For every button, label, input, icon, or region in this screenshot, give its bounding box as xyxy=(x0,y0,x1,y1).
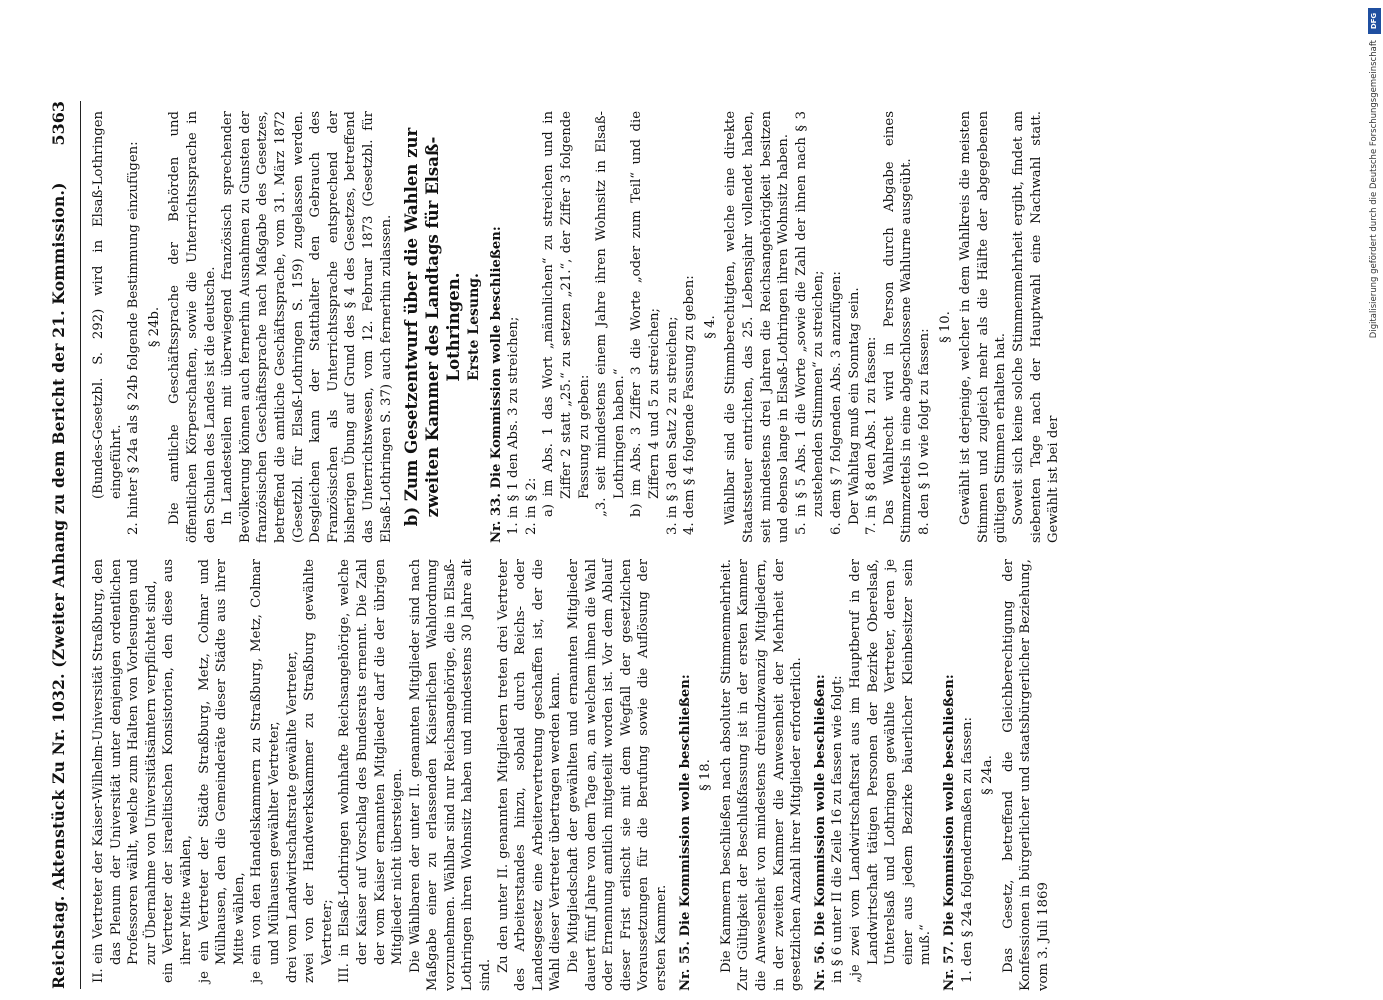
list-item: a) im Abs. 1 das Wort „männlichen“ zu streichen und in Ziffer 2 statt „25.“ zu setzen „21.“, der Ziffer 3 folgende Fassung zu geben: xyxy=(541,111,592,517)
section-sign: § 4. xyxy=(702,315,718,339)
paragraph: ein Vertreter der israelitischen Konsistorien, den diese aus ihrer Mitte wählen, xyxy=(161,559,194,983)
list-item: 7. in § 8 den Abs. 1 zu fassen: xyxy=(864,336,880,535)
dfg-logo-text: DFG xyxy=(1370,12,1378,30)
section-sign: § 24a. xyxy=(980,755,996,795)
right-column xyxy=(90,111,1063,543)
page-number: 5363 xyxy=(49,101,68,146)
paragraph: zwei von der Handwerkskammer zu Straßburg gewählte Vertreter; xyxy=(302,559,335,983)
section-heading: b) Zum Gesetzentwurf über die Wahlen zur zweiten Kammer des Landtags für Elsaß-Lothringen. xyxy=(402,127,464,527)
paragraph: In Landesteilen mit überwiegend französisch sprechender Bevölkerung können auch fernerhin Ausnahmen zu Gunsten der französischen Geschäftssprache nach Maßgabe des Gesetzes, betreffend die amtliche Geschäftssprache, vom 31. März 1872 (Gesetzbl. für Elsaß-Lothringen S. 159) zugelassen werden. Desgleichen kann der Statthalter den Gebrauch des Französischen als Unterrichtssprache entsprechend der bisherigen Übung auf Grund des § 4 des Gesetzes, betreffend das Unterrichtswesen, vom 12. Februar 1873 (Gesetzbl. für Elsaß-Lothringen S. 37) auch fernerhin zulassen. xyxy=(220,111,394,543)
paragraph: je ein Vertreter der Städte Straßburg, Metz, Colmar und Mülhausen, den die Gemeinderäte dieser Städte aus ihrer Mitte wählen, xyxy=(196,559,247,983)
dfg-logo-icon xyxy=(1368,8,1381,34)
paragraph: Die Mitgliedschaft der gewählten und ernannten Mitglieder dauert fünf Jahre von dem Tage an, an welchem ihnen die Wahl oder Ernennung amtlich mitgeteilt worden ist. Vor dem Ablauf dieser Frist erlischt sie mit dem Wegfall der gesetzlichen Voraussetzungen für die Berufung sowie die Auflösung der ersten Kammer. xyxy=(566,559,669,991)
list-item: „3. seit mindestens einem Jahre ihren Wohnsitz in Elsaß-Lothringen haben.“ xyxy=(594,111,627,517)
section-sign: § 10. xyxy=(937,311,953,343)
paragraph: „je zwei vom Landwirtschaftsrat aus im Hauptberuf in der Landwirtschaft tätigen Personen der Bezirke Oberelsaß, Unterelsaß und Lothringen gewählte Vertreter, deren je einer aus jedem Bezirke bäuerlicher Kleinbesitzer sein muß.“ xyxy=(847,559,934,983)
paragraph: Das Gesetz, betreffend die Gleichberechtigung der Konfessionen in bürgerlicher und staatsbürgerlicher Beziehung, vom 3. Juli 1869 xyxy=(1000,559,1051,991)
paragraph: II. ein Vertreter der Kaiser-Wilhelm-Universität Straßburg, den das Plenum der Universität unter denjenigen ordentlichen Professoren wählt, welche zum Halten von Vorlesungen und zur Übernahme von Universitätsämtern verpflichtet sind, xyxy=(91,559,159,983)
credit-text: Digitalisierung gefördert durch die Deutsche Forschungsgemeinschaft xyxy=(1369,40,1379,339)
list-item: 2. in § 2: xyxy=(523,477,539,535)
list-item: 4. dem § 4 folgende Fassung zu geben: xyxy=(682,275,698,535)
reading-heading: Erste Lesung. xyxy=(466,273,483,381)
list-item: b) im Abs. 3 Ziffer 3 die Worte „oder zum Teil“ und die Ziffern 4 und 5 zu streichen; xyxy=(629,111,663,517)
paragraph: Soweit sich keine solche Stimmenmehrheit ergibt, findet am siebenten Tage nach der Hauptwahl eine Nachwahl statt. Gewählt ist bei der xyxy=(1010,111,1062,543)
paragraph: drei vom Landwirtschaftsrate gewählte Vertreter, xyxy=(284,650,300,983)
paragraph: 2. hinter § 24a als § 24b folgende Bestimmung einzufügen: xyxy=(126,141,142,535)
running-head xyxy=(50,101,81,989)
rotated-document-page xyxy=(50,95,1380,995)
motion-heading: Nr. 56. Die Kommission wolle beschließen: xyxy=(812,674,828,991)
list-item: 5. in § 5 Abs. 1 die Worte „sowie die Zahl der ihnen nach § 3 zustehenden Stimmen“ zu streichen; xyxy=(793,111,827,535)
motion-heading: Nr. 57. Die Kommission wolle beschließen: xyxy=(941,674,957,991)
motion-heading: Nr. 33. Die Kommission wolle beschließen: xyxy=(488,226,504,543)
list-item: 1. in § 1 den Abs. 3 zu streichen; xyxy=(506,316,522,535)
paragraph: je ein von den Handelskammern zu Straßburg, Metz, Colmar und Mülhausen gewählter Vertreter, xyxy=(249,559,282,983)
page-title: Reichstag. Aktenstück Zu Nr. 1032. (Zweiter Anhang zu dem Bericht der 21. Kommission.) xyxy=(49,182,68,989)
paragraph: 1. den § 24a folgendermaßen zu fassen: xyxy=(959,717,975,983)
paragraph: Wählbar sind die Stimmberechtigten, welche eine direkte Staatssteuer entrichten, das 25. Lebensjahr vollendet haben, seit mindestens drei Jahren die Reichsangehörigkeit besitzen und ebenso lange in Elsaß-Lothringen ihren Wohnsitz haben. xyxy=(723,111,792,543)
paragraph: Der Wahltag muß ein Sonntag sein. xyxy=(846,287,862,525)
paragraph: Das Wahlrecht wird in Person durch Abgabe eines Stimmzettels in eine abgeschlossene Wahlurne ausgeübt. xyxy=(881,111,915,543)
motion-heading: Nr. 55. Die Kommission wolle beschließen: xyxy=(677,674,693,991)
paragraph: Die amtliche Geschäftssprache der Behörden und öffentlichen Körperschaften, sowie die Unterrichtssprache in den Schulen des Landes ist die deutsche. xyxy=(167,111,218,543)
paragraph: in § 6 unter II die Zeile 16 zu fassen wie folgt: xyxy=(830,675,846,983)
paragraph: III. in Elsaß-Lothringen wohnhafte Reichsangehörige, welche der Kaiser auf Vorschlag des Bundesrats ernennt. Die Zahl der vom Kaiser ernannten Mitglieder darf die der übrigen Mitglieder nicht übersteigen. xyxy=(337,559,406,983)
paragraph: Gewählt ist derjenige, welcher in dem Wahlkreis die meisten Stimmen und zugleich mehr als die Hälfte der abgegebenen gültigen Stimmen erhalten hat. xyxy=(958,111,1009,543)
list-item: 3. in § 3 den Satz 2 zu streichen; xyxy=(664,316,680,535)
paragraph: Die Kammern beschließen nach absoluter Stimmenmehrheit. Zur Gültigkeit der Beschlußfassung ist in der ersten Kammer die Anwesenheit von mindestens dreiundzwanzig Mitgliedern, in der zweiten Kammer die Anwesenheit der Mehrheit der gesetzlichen Anzahl ihrer Mitglieder erforderlich. xyxy=(718,559,805,991)
section-sign: § 18. xyxy=(698,759,714,791)
paragraph: (Bundes-Gesetzbl. S. 292) wird in Elsaß-Lothringen eingeführt. xyxy=(91,111,124,499)
left-column xyxy=(90,559,1052,991)
paragraph: Zu den unter II. genannten Mitgliedern treten drei Vertreter des Arbeiterstandes hinzu, sobald durch Reichs- oder Landesgesetz eine Arbeitervertretung geschaffen ist, der die Wahl dieser Vertreter übertragen werden kann. xyxy=(495,559,564,991)
paragraph: Die Wählbaren der unter II. genannten Mitglieder sind nach Maßgabe einer zu erlassenden Kaiserlichen Wahlordnung vorzunehmen. Wählbar sind nur Reichsangehörige, die in Elsaß-Lothringen ihren Wohnsitz haben und mindestens 30 Jahre alt sind. xyxy=(407,559,494,991)
list-item: 8. den § 10 wie folgt zu fassen: xyxy=(916,328,932,535)
list-item: 6. dem § 7 folgenden Abs. 3 anzufügen: xyxy=(828,271,844,535)
digitization-credit xyxy=(1367,8,1381,993)
section-sign: § 24b. xyxy=(146,306,162,348)
